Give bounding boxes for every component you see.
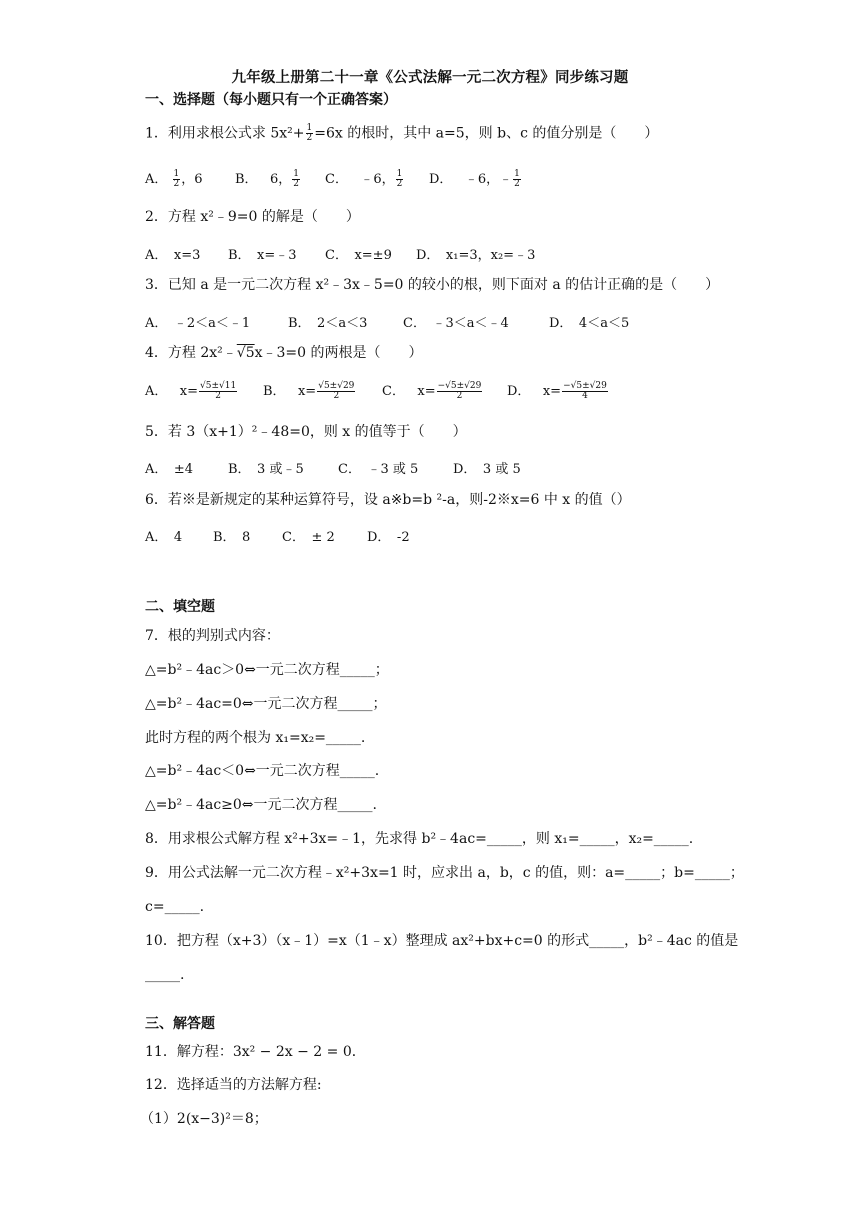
option-text: 6， — [269, 172, 292, 187]
option-fraction — [292, 170, 300, 189]
section-heading-solve: 三、解答题 — [145, 1016, 215, 1032]
option-text: ﹣6，﹣ — [464, 172, 513, 187]
q5-option-d[interactable]: D． 3 或 5 — [453, 462, 521, 477]
frac-num: √5±√29 — [318, 381, 355, 391]
q4-option-d[interactable] — [507, 380, 609, 401]
option-label: A． — [145, 172, 168, 187]
question-9-line-1: 9．用公式法解一元二次方程﹣x²+3x=1 时，应求出 a，b，c 的值，则：a=_____；b=_____； — [145, 865, 744, 881]
frac-den: 2 — [333, 391, 340, 401]
question-4-stem — [145, 344, 423, 362]
option-fraction — [562, 382, 608, 401]
frac-num: 1 — [396, 169, 403, 179]
q6-option-c[interactable]: C． ± 2 — [282, 530, 335, 545]
q1-option-b[interactable] — [235, 168, 301, 189]
page-title: 九年级上册第二十一章《公式法解一元二次方程》同步练习题 — [231, 69, 629, 86]
option-text: x= — [417, 384, 436, 399]
option-fraction — [173, 170, 181, 189]
q3-option-c[interactable]: C． ﹣3＜a＜﹣4 — [403, 316, 509, 331]
q2-option-d[interactable]: D． x₁=3，x₂=﹣3 — [416, 248, 536, 263]
frac-den: 2 — [514, 179, 520, 189]
q4-option-c[interactable] — [382, 380, 483, 401]
q3-option-b[interactable]: B． 2＜a＜3 — [288, 316, 368, 331]
question-7-line-4: 此时方程的两个根为 x₁=x₂=_____. — [145, 730, 366, 746]
option-label: A． — [145, 384, 168, 399]
frac-den: 2 — [456, 391, 463, 401]
question-7-stem: 7．根的判别式内容： — [145, 628, 280, 644]
q4-stem-pre: 4．方程 2x²﹣ — [145, 345, 237, 361]
section-heading-choice: 一、选择题（每小题只有一个正确答案） — [145, 92, 397, 108]
frac-den: 4 — [582, 391, 588, 401]
question-7-line-3: △=b²﹣4ac=0⇔一元二次方程_____； — [145, 696, 387, 712]
option-label: D． — [429, 172, 453, 187]
frac-den: 2 — [306, 133, 313, 143]
option-fraction — [199, 382, 237, 401]
frac-num: −√5±√29 — [437, 381, 482, 391]
question-11: 11．解方程：3x² − 2x − 2 = 0． — [145, 1044, 366, 1060]
question-7-line-6: △=b²﹣4ac≥0⇔一元二次方程_____. — [145, 797, 377, 813]
question-10-line-1: 10．把方程（x+3）（x﹣1）=x（1﹣x）整理成 ax²+bx+c=0 的形式_____，b²﹣4ac 的值是 — [145, 933, 739, 949]
q1-option-c[interactable] — [325, 168, 404, 189]
section-heading-fill: 二、填空题 — [145, 599, 215, 615]
question-5-stem: 5．若 3（x+1）²﹣48=0，则 x 的值等于（ ） — [145, 424, 467, 440]
q4-option-a[interactable] — [145, 380, 238, 401]
q3-option-a[interactable]: A． ﹣2＜a＜﹣1 — [145, 316, 251, 331]
q5-option-b[interactable]: B． 3 或﹣5 — [228, 462, 304, 477]
q1-option-d[interactable] — [429, 168, 522, 189]
question-8: 8．用求根公式解方程 x²+3x=﹣1，先求得 b²﹣4ac=_____，则 x₁=_____，x₂=_____. — [145, 831, 694, 847]
frac-den: 2 — [396, 179, 403, 189]
frac-num: √5±√11 — [200, 381, 237, 391]
q4-option-b[interactable] — [263, 380, 356, 401]
question-7-line-5: △=b²﹣4ac＜0⇔一元二次方程_____. — [145, 763, 380, 779]
q1-stem-pre: 1．利用求根公式求 5x²+ — [145, 125, 305, 142]
question-9-line-2: c=_____. — [145, 899, 205, 915]
question-3-stem: 3．已知 a 是一元二次方程 x²﹣3x﹣5=0 的较小的根，则下面对 a 的估计正确的是（ ） — [145, 277, 720, 293]
q2-option-c[interactable]: C． x=±9 — [325, 248, 392, 263]
option-fraction — [437, 382, 483, 401]
frac-num: 1 — [514, 169, 520, 179]
question-12-part-1: （1）2(x−3)²＝8； — [140, 1111, 268, 1127]
option-label: C． — [382, 384, 405, 399]
option-text: x= — [297, 384, 317, 399]
q6-option-b[interactable]: B． 8 — [213, 530, 251, 545]
q6-option-d[interactable]: D． -2 — [367, 530, 410, 545]
q3-option-d[interactable]: D． 4＜a＜5 — [549, 316, 630, 331]
q2-option-a[interactable]: A． x=3 — [145, 248, 201, 263]
option-text: ，6 — [181, 172, 203, 187]
frac-num: 1 — [173, 169, 180, 179]
option-label: D． — [507, 384, 531, 399]
q1-stem-fraction — [306, 124, 314, 143]
q6-option-a[interactable]: A． 4 — [145, 530, 183, 545]
option-fraction — [513, 170, 521, 189]
question-7-line-2: △=b²﹣4ac＞0⇔一元二次方程_____； — [145, 662, 389, 678]
q4-stem-post: x﹣3=0 的两根是（ ） — [254, 345, 423, 361]
frac-num: −√5±√29 — [563, 381, 607, 391]
option-text: x= — [179, 384, 199, 399]
q4-stem-radical: √5 — [236, 345, 255, 361]
question-12-stem: 12．选择适当的方法解方程: — [145, 1077, 322, 1093]
q1-option-a[interactable] — [145, 168, 203, 189]
option-label: B． — [263, 384, 286, 399]
q5-option-a[interactable]: A． ±4 — [145, 462, 194, 477]
question-2-stem: 2．方程 x²﹣9=0 的解是（ ） — [145, 209, 360, 225]
frac-num: 1 — [306, 123, 313, 133]
q5-option-c[interactable]: C． ﹣3 或 5 — [338, 462, 419, 477]
option-fraction — [317, 382, 355, 401]
frac-num: 1 — [293, 169, 299, 179]
question-10-line-2: _____. — [145, 967, 185, 983]
option-text: x= — [542, 384, 562, 399]
frac-den: 2 — [293, 179, 299, 189]
option-fraction — [396, 170, 404, 189]
option-text: ﹣6， — [360, 172, 395, 187]
q1-stem-post: =6x 的根时，其中 a=5，则 b、c 的值分别是（ ） — [314, 125, 659, 142]
option-label: B． — [235, 172, 258, 187]
option-label: C． — [325, 172, 348, 187]
question-6-stem: 6．若※是新规定的某种运算符号，设 a※b=b ²-a，则-2※x=6 中 x 的值（） — [145, 492, 631, 508]
frac-den: 2 — [173, 179, 180, 189]
frac-den: 2 — [215, 391, 221, 401]
q2-option-b[interactable]: B． x=﹣3 — [228, 248, 297, 263]
question-1-stem — [145, 124, 658, 143]
